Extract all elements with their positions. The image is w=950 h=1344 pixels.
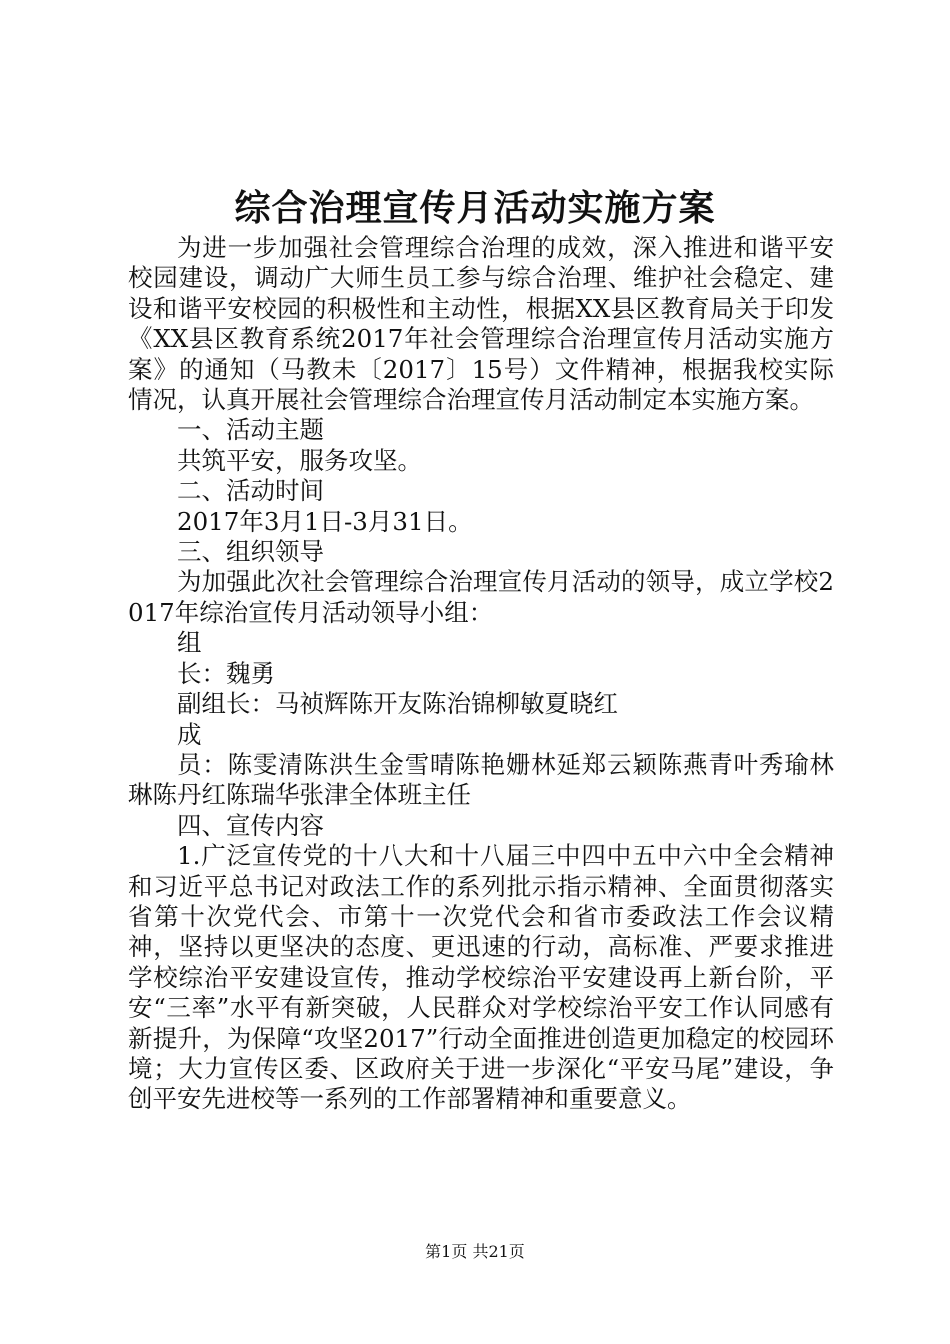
theme-text: 共筑平安，服务攻坚。 (177, 445, 422, 475)
members-line: 员：陈雯清陈洪生金雪晴陈艳姗林延郑云颖陈燕青叶秀瑜林琳陈丹红陈瑞华张津全体班主任 (128, 749, 834, 810)
page-number-footer: 第1页 共21页 (425, 1242, 525, 1261)
document-title: 综合治理宣传月活动实施方案 (234, 187, 716, 229)
content-paragraph-1: 1.广泛宣传党的十八大和十八届三中四中五中六中全会精神和习近平总书记对政法工作的系列批示指示精神、全面贯彻落实省第十次党代会、市第十一次党代会和省市委政法工作会议精神，坚持以更坚决的态度、更迅速的行动，高标准、严要求推进学校综治平安建设宣传，推动学校综治平安建设再上新台阶，平安“三率”水平有新突破，人民群众对学校综治平安工作认同感有新提升，为保障“攻坚2017”行动全面推进创造更加稳定的校园环境；大力宣传区委、区政府关于进一步深化“平安马尾”建设，争创平安先进校等一系列的工作部署精神和重要意义。 (128, 841, 834, 1114)
leader-line: 长：魏勇 (177, 658, 275, 688)
member-label-part: 成 (177, 719, 202, 749)
leadership-paragraph: 为加强此次社会管理综合治理宣传月活动的领导，成立学校2017年综治宣传月活动领导小组： (128, 567, 834, 627)
intro-paragraph: 为进一步加强社会管理综合治理的成效，深入推进和谐平安校园建设，调动广大师生员工参与综合治理、维护社会稳定、建设和谐平安校园的积极性和主动性，根据XX县区教育局关于印发《XX县区教育系统2017年社会管理综合治理宣传月活动实施方案》的通知（马教未〔2017〕15号）文件精神，根据我校实际情况，认真开展社会管理综合治理宣传月活动制定本实施方案。 (128, 233, 834, 415)
section-heading-time: 二、活动时间 (177, 476, 324, 506)
time-text: 2017年3月1日-3月31日。 (177, 506, 473, 536)
section-heading-theme: 一、活动主题 (177, 415, 324, 445)
section-heading-content: 四、宣传内容 (177, 810, 324, 840)
section-heading-leadership: 三、组织领导 (177, 537, 324, 567)
leader-label-part: 组 (177, 628, 202, 658)
deputy-leader-line: 副组长：马祯辉陈开友陈治锦柳敏夏晓红 (177, 689, 618, 719)
document-body (128, 233, 834, 1115)
